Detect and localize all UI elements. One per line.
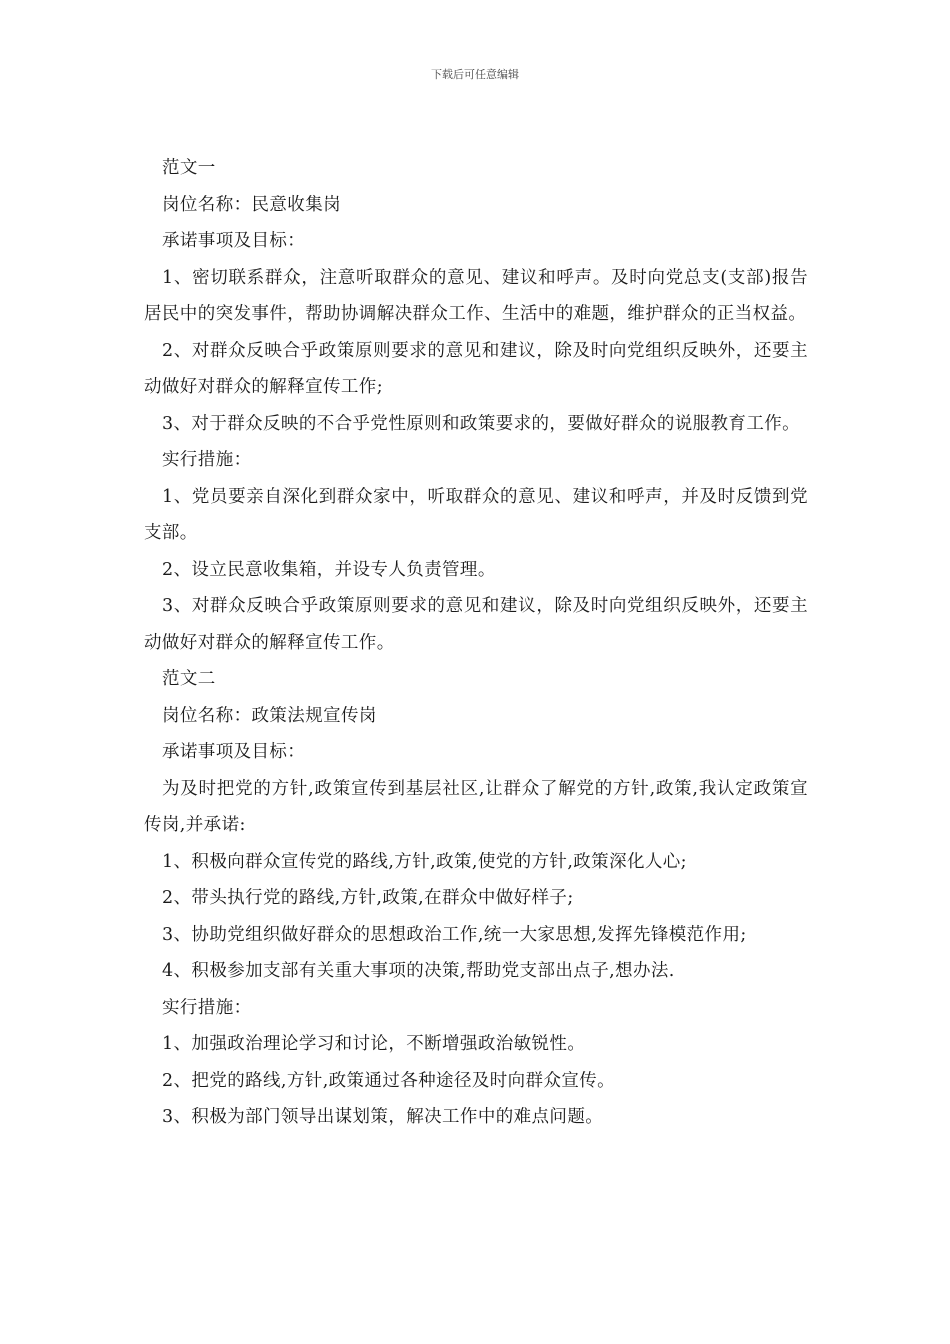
section-title: 范文二 (162, 669, 216, 689)
page-header: 下载后可任意编辑 (431, 68, 519, 81)
document-body (144, 150, 808, 1136)
subheading: 承诺事项及目标： (162, 742, 306, 762)
post-name: 岗位名称：民意收集岗 (162, 194, 341, 215)
paragraph: 3、对群众反映合乎政策原则要求的意见和建议，除及时向党组织反映外，还要主动做好对群众的解释宣传工作。 (144, 596, 808, 653)
paragraph: 1、密切联系群众，注意听取群众的意见、建议和呼声。及时向党总支(支部)报告居民中的突发事件，帮助协调解决群众工作、生活中的难题，维护群众的正当权益。 (144, 267, 808, 324)
subheading: 实行措施： (162, 997, 252, 1018)
paragraph: 1、积极向群众宣传党的路线,方针,政策,使党的方针,政策深化人心; (162, 851, 687, 872)
paragraph: 1、党员要亲自深化到群众家中，听取群众的意见、建议和呼声，并及时反馈到党支部。 (144, 486, 808, 543)
subheading: 实行措施： (162, 450, 252, 470)
post-name: 岗位名称：政策法规宣传岗 (162, 705, 377, 726)
subheading: 承诺事项及目标： (162, 231, 306, 251)
paragraph: 2、设立民意收集箱，并设专人负责管理。 (162, 559, 496, 580)
paragraph: 2、带头执行党的路线,方针,政策,在群众中做好样子; (162, 888, 574, 908)
paragraph: 2、对群众反映合乎政策原则要求的意见和建议，除及时向党组织反映外，还要主动做好对群众的解释宣传工作; (144, 340, 808, 397)
paragraph: 2、把党的路线,方针,政策通过各种途径及时向群众宣传。 (162, 1070, 616, 1091)
section-title: 范文一 (162, 158, 216, 178)
paragraph: 3、协助党组织做好群众的思想政治工作,统一大家思想,发挥先锋模范作用; (162, 924, 747, 945)
paragraph: 1、加强政治理论学习和讨论，不断增强政治敏锐性。 (162, 1034, 586, 1054)
paragraph: 4、积极参加支部有关重大事项的决策,帮助党支部出点子,想办法. (162, 961, 675, 981)
paragraph: 3、积极为部门领导出谋划策，解决工作中的难点问题。 (162, 1107, 604, 1127)
paragraph: 为及时把党的方针,政策宣传到基层社区,让群众了解党的方针,政策,我认定政策宣传岗,并承诺: (144, 778, 808, 835)
paragraph: 3、对于群众反映的不合乎党性原则和政策要求的，要做好群众的说服教育工作。 (162, 413, 801, 434)
